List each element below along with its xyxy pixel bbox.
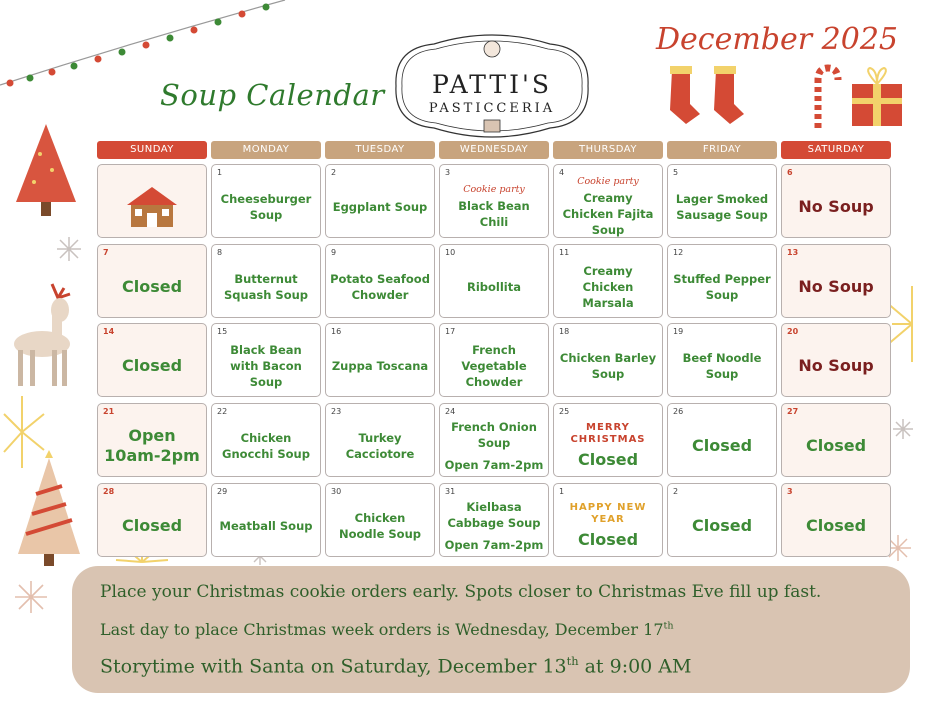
day-number: 30 bbox=[331, 487, 342, 496]
calendar-day-cell bbox=[325, 483, 435, 557]
day-number: 8 bbox=[217, 248, 223, 257]
day-number: 10 bbox=[445, 248, 456, 257]
calendar-day-cell bbox=[781, 323, 891, 397]
soup-of-the-day: Closed bbox=[577, 530, 639, 549]
day-number: 12 bbox=[673, 248, 684, 257]
firework-icon bbox=[0, 392, 50, 472]
weekday-header: SATURDAY bbox=[781, 141, 891, 159]
soup-of-the-day: French Vegetable Chowder bbox=[461, 343, 527, 389]
day-number: 2 bbox=[331, 168, 337, 177]
soup-of-the-day: Kielbasa Cabbage Soup bbox=[447, 500, 541, 530]
soup-of-the-day: Closed bbox=[577, 450, 639, 469]
soup-of-the-day: Chicken Barley Soup bbox=[559, 351, 657, 381]
day-number: 13 bbox=[787, 248, 799, 257]
calendar-day-cell bbox=[781, 244, 891, 318]
announcement-line bbox=[100, 654, 692, 677]
soup-of-the-day: Chicken Noodle Soup bbox=[338, 511, 421, 541]
soup-of-the-day: Closed bbox=[805, 516, 867, 535]
weekday-header: TUESDAY bbox=[325, 141, 435, 159]
calendar-day-cell bbox=[325, 164, 435, 238]
calendar-day-cell bbox=[553, 164, 663, 238]
soup-of-the-day: Turkey Cacciotore bbox=[345, 431, 415, 461]
soup-of-the-day: No Soup bbox=[798, 277, 874, 296]
day-number: 26 bbox=[673, 407, 684, 416]
day-number: 28 bbox=[103, 487, 115, 496]
snowflake-icon bbox=[14, 580, 48, 614]
calendar-day-cell bbox=[667, 483, 777, 557]
day-number: 29 bbox=[217, 487, 228, 496]
weekday-header: SUNDAY bbox=[97, 141, 207, 159]
announcement-text: Last day to place Christmas week orders is Wednesday, December 17 bbox=[100, 620, 664, 639]
gift-icon bbox=[850, 66, 904, 128]
soup-of-the-day: Zuppa Toscana bbox=[331, 359, 429, 373]
day-number: 16 bbox=[331, 327, 342, 336]
calendar-day-cell bbox=[667, 164, 777, 238]
calendar-day-cell bbox=[667, 323, 777, 397]
soup-of-the-day: Chicken Gnocchi Soup bbox=[222, 431, 310, 461]
calendar-day-cell bbox=[97, 323, 207, 397]
soup-of-the-day: No Soup bbox=[798, 356, 874, 375]
calendar-day-cell bbox=[781, 483, 891, 557]
day-number: 27 bbox=[787, 407, 799, 416]
soup-of-the-day: Stuffed Pepper Soup bbox=[673, 272, 771, 302]
soup-of-the-day: Creamy Chicken Marsala bbox=[582, 264, 634, 310]
soup-of-the-day: No Soup bbox=[798, 197, 874, 216]
gingerbread-house-icon bbox=[125, 185, 179, 229]
day-number: 15 bbox=[217, 327, 228, 336]
calendar-day-cell bbox=[211, 483, 321, 557]
day-number: 11 bbox=[559, 248, 570, 257]
stocking-icon bbox=[664, 64, 752, 130]
calendar-day-cell bbox=[553, 403, 663, 477]
calendar-day-cell bbox=[97, 483, 207, 557]
soup-of-the-day: Beef Noodle Soup bbox=[682, 351, 762, 381]
soup-of-the-day: Closed bbox=[121, 356, 183, 375]
calendar-day-cell bbox=[439, 483, 549, 557]
calendar-day-cell bbox=[781, 164, 891, 238]
hours-note: Open 7am-2pm bbox=[444, 458, 544, 472]
cookie-party-note: Cookie party bbox=[577, 176, 639, 187]
page-title: Soup Calendar bbox=[160, 78, 385, 112]
soup-of-the-day: Black Bean Chili bbox=[458, 199, 530, 229]
soup-of-the-day: Lager Smoked Sausage Soup bbox=[675, 192, 769, 222]
snowflake-icon bbox=[892, 418, 914, 440]
announcement-line: Place your Christmas cookie orders early. Spots closer to Christmas Eve fill up fast. bbox=[100, 582, 822, 602]
day-number: 19 bbox=[673, 327, 684, 336]
calendar-day-cell bbox=[97, 403, 207, 477]
calendar-day-cell bbox=[553, 323, 663, 397]
hours-note: Open 7am-2pm bbox=[444, 538, 544, 552]
day-number: 4 bbox=[559, 168, 565, 177]
calendar-day-cell bbox=[97, 244, 207, 318]
calendar-day-cell bbox=[781, 403, 891, 477]
soup-of-the-day: Potato Seafood Chowder bbox=[330, 272, 430, 302]
calendar-day-cell bbox=[211, 164, 321, 238]
soup-of-the-day: Closed bbox=[805, 436, 867, 455]
weekday-header: MONDAY bbox=[211, 141, 321, 159]
calendar-day-cell bbox=[211, 323, 321, 397]
calendar-day-cell bbox=[325, 244, 435, 318]
calendar-day-cell bbox=[211, 403, 321, 477]
holiday-art: MERRY CHRISTMAS bbox=[570, 422, 646, 445]
calendar-day-cell bbox=[553, 483, 663, 557]
soup-of-the-day: Black Bean with Bacon Soup bbox=[230, 343, 302, 389]
calendar-day-cell bbox=[439, 164, 549, 238]
day-number: 31 bbox=[445, 487, 456, 496]
day-number: 1 bbox=[559, 487, 565, 496]
soup-of-the-day: Butternut Squash Soup bbox=[223, 272, 309, 302]
day-number: 25 bbox=[559, 407, 570, 416]
soup-of-the-day: French Onion Soup bbox=[451, 420, 537, 450]
holiday-art: HAPPY NEW YEAR bbox=[569, 502, 647, 525]
soup-of-the-day: Closed bbox=[121, 277, 183, 296]
ordinal-suffix: th bbox=[663, 620, 674, 632]
day-number: 1 bbox=[217, 168, 223, 177]
soup-of-the-day: Creamy Chicken Fajita Soup bbox=[562, 191, 654, 237]
calendar-day-cell bbox=[439, 244, 549, 318]
ordinal-suffix: th bbox=[566, 654, 579, 668]
soup-of-the-day: Open 10am-2pm bbox=[104, 426, 200, 465]
day-number: 22 bbox=[217, 407, 228, 416]
weekday-header: FRIDAY bbox=[667, 141, 777, 159]
calendar-day-cell bbox=[211, 244, 321, 318]
day-number: 18 bbox=[559, 327, 570, 336]
announcement-text: Storytime with Santa on Saturday, December 13 bbox=[100, 655, 567, 678]
day-number: 9 bbox=[331, 248, 337, 257]
weekday-header: THURSDAY bbox=[553, 141, 663, 159]
day-number: 14 bbox=[103, 327, 115, 336]
soup-of-the-day: Eggplant Soup bbox=[332, 200, 428, 214]
soup-of-the-day: Closed bbox=[121, 516, 183, 535]
soup-of-the-day: Cheeseburger Soup bbox=[220, 192, 312, 222]
day-number: 3 bbox=[445, 168, 451, 177]
reindeer-icon bbox=[8, 280, 84, 390]
day-number: 17 bbox=[445, 327, 456, 336]
announcement-text: at 9:00 AM bbox=[578, 655, 692, 678]
day-number: 6 bbox=[787, 168, 793, 177]
cookie-party-note: Cookie party bbox=[463, 184, 525, 195]
day-number: 3 bbox=[787, 487, 793, 496]
day-number: 20 bbox=[787, 327, 799, 336]
soup-of-the-day: Closed bbox=[691, 436, 753, 455]
calendar-day-cell bbox=[667, 403, 777, 477]
soup-of-the-day: Meatball Soup bbox=[219, 519, 313, 533]
calendar-day-cell bbox=[553, 244, 663, 318]
day-number: 5 bbox=[673, 168, 679, 177]
day-number: 2 bbox=[673, 487, 679, 496]
snowflake-icon bbox=[56, 236, 82, 262]
calendar-day-cell bbox=[667, 244, 777, 318]
logo-name: PATTI'S bbox=[432, 70, 552, 99]
calendar-day-cell bbox=[97, 164, 207, 238]
candy-cane-icon bbox=[806, 64, 846, 132]
day-number: 23 bbox=[331, 407, 342, 416]
logo-subtitle: PASTICCERIA bbox=[428, 101, 556, 116]
announcement-line bbox=[100, 620, 674, 639]
bakery-logo bbox=[384, 30, 600, 142]
calendar-day-cell bbox=[325, 403, 435, 477]
christmas-tree-icon bbox=[12, 124, 80, 220]
day-number: 7 bbox=[103, 248, 109, 257]
soup-of-the-day: Closed bbox=[691, 516, 753, 535]
day-number: 24 bbox=[445, 407, 456, 416]
soup-of-the-day: Ribollita bbox=[466, 280, 521, 294]
day-number: 21 bbox=[103, 407, 115, 416]
month-title: December 2025 bbox=[656, 22, 898, 57]
calendar-day-cell bbox=[439, 403, 549, 477]
calendar-day-cell bbox=[439, 323, 549, 397]
weekday-header: WEDNESDAY bbox=[439, 141, 549, 159]
calendar-day-cell bbox=[325, 323, 435, 397]
